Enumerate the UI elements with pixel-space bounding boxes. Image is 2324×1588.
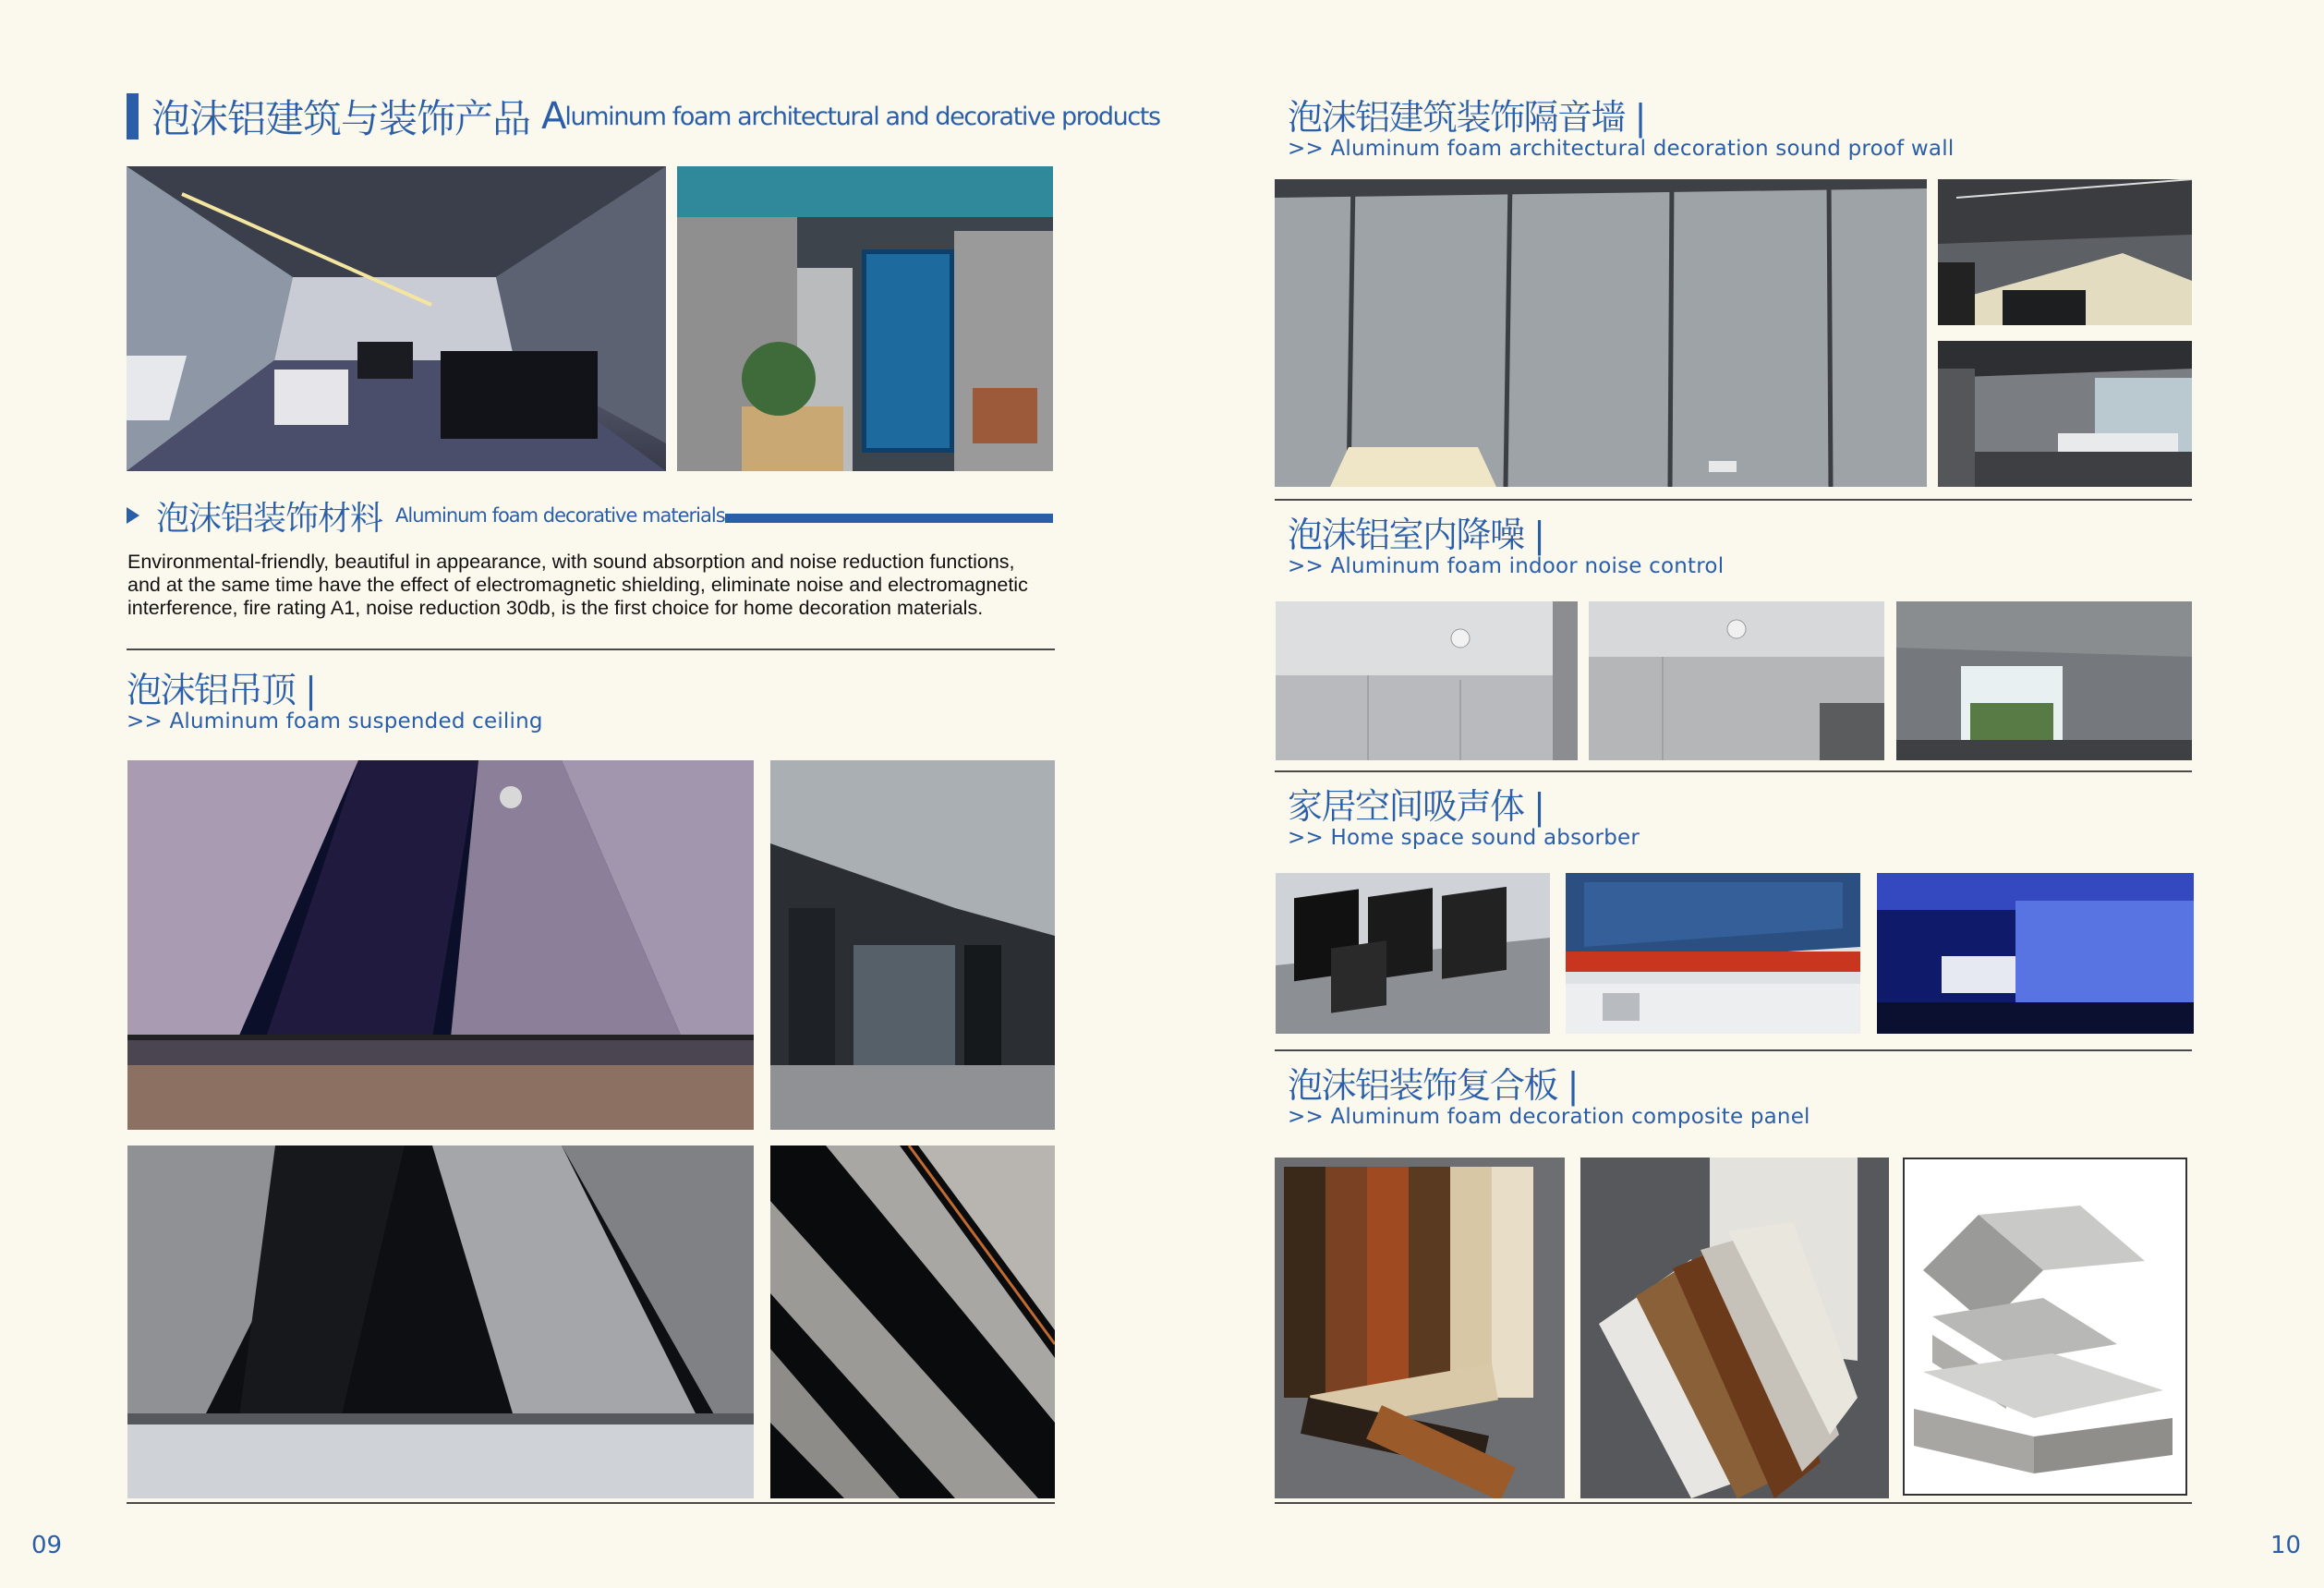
triangle-bullet-icon [127,507,139,524]
section-divider [1275,499,2192,501]
composite-heading-english: >> Aluminum foam decoration composite panel [1288,1105,1810,1129]
home-heading-english: >> Home space sound absorber [1288,826,1640,850]
indoor-room-photo-3 [1896,601,2192,760]
description-line: Environmental-friendly, beautiful in appearance, with sound absorption and noise reduction functions, [127,551,1015,573]
description-line: interference, fire rating A1, noise reduction 30db, is the first choice for home decoration materials. [127,597,984,619]
section-divider [1275,1502,2192,1504]
ceiling-photo-hall [770,760,1055,1130]
wood-grain-panels-photo [1275,1158,1565,1498]
office-lobby-photo [127,166,666,471]
indoor-heading-chinese: 泡沫铝室内降噪 | [1288,515,1544,555]
decorative-heading-chinese: 泡沫铝装饰材料 [156,499,383,538]
page-number-left: 09 [31,1532,63,1559]
title-english: luminum foam architectural and decorative products [564,102,1160,131]
title-accent-bar [127,93,139,139]
factory-ceiling-photo [1566,873,1860,1034]
section-divider [1275,1049,2192,1051]
sound-proof-wall-photo [1275,179,1927,487]
decorative-materials-heading [127,494,725,537]
blue-lit-lounge-photo [1877,873,2194,1034]
title-english-initial: A [541,95,565,138]
ceiling-heading-english: >> Aluminum foam suspended ceiling [127,709,543,733]
section-divider [1275,770,2192,772]
wall-heading-english: >> Aluminum foam architectural decoration sound proof wall [1288,137,1955,161]
page-number-right: 10 [2270,1532,2302,1559]
foam-core-panels-photo [1903,1158,2187,1496]
decorative-heading-english: Aluminum foam decorative materials [395,504,725,527]
indoor-heading-english: >> Aluminum foam indoor noise control [1288,554,1725,578]
heading-accent-line [725,514,1053,523]
ceiling-heading-chinese: 泡沫铝吊顶 | [127,670,316,710]
meeting-room-photo [1938,179,2192,325]
description-line: and at the same time have the effect of electromagnetic shielding, eliminate noise and electromagnetic [127,574,1028,596]
section-divider [127,1502,1055,1504]
fan-panels-photo [1580,1158,1889,1498]
section-divider [127,649,1055,650]
indoor-room-photo-2 [1589,601,1884,760]
home-heading-chinese: 家居空间吸声体 | [1288,786,1544,827]
indoor-room-photo-1 [1276,601,1578,760]
composite-heading-chinese: 泡沫铝装饰复合板 | [1288,1065,1578,1106]
water-wall-photo [677,166,1053,471]
ceiling-photo-grey [127,1146,754,1498]
conference-room-photo [1938,341,2192,487]
ceiling-photo-diagonal [770,1146,1055,1498]
absorber-panels-photo [1276,873,1550,1034]
wall-heading-chinese: 泡沫铝建筑装饰隔音墙 | [1288,97,1645,138]
decorative-description [127,551,1060,620]
page-title [127,91,1160,142]
title-chinese: 泡沫铝建筑与装饰产品 [151,96,531,141]
ceiling-photo-purple [127,760,754,1130]
